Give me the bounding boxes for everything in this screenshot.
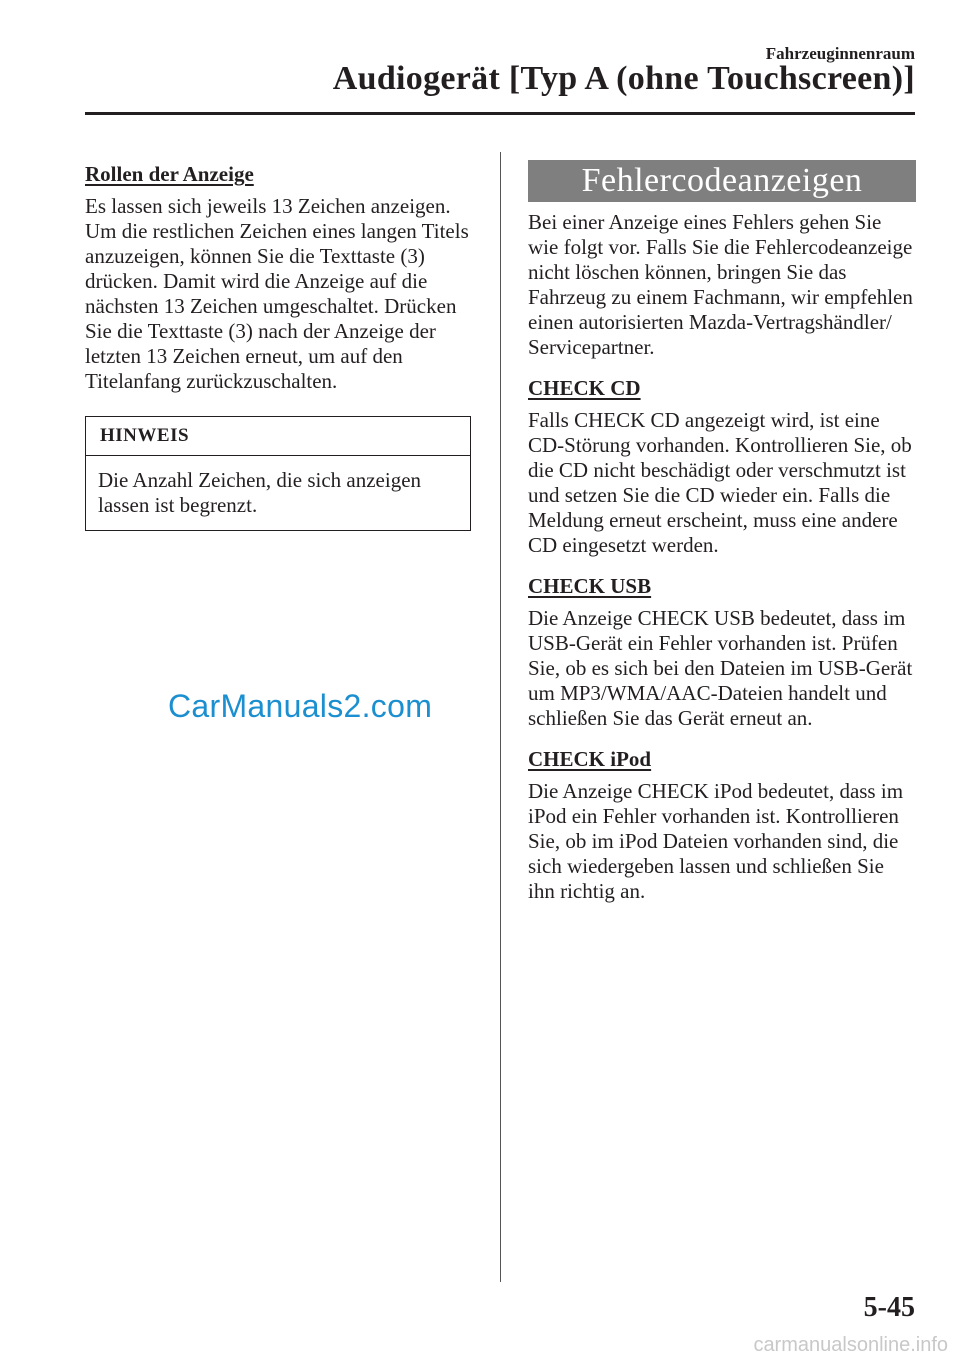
header-rule bbox=[85, 112, 915, 115]
watermark-bottom[interactable]: carmanualsonline.info bbox=[753, 1334, 948, 1356]
note-title: HINWEIS bbox=[86, 417, 470, 456]
note-text: Die Anzahl Zeichen, die sich anzeigen lassen ist begrenzt. bbox=[98, 468, 422, 517]
error-item-check-cd bbox=[528, 374, 916, 558]
left-paragraph: Es lassen sich jeweils 13 Zeichen anzeigen. Um die restlichen Zeichen eines langen Titels anzuzeigen, können Sie die Texttaste (3) drücken. Damit wird die Anzeige auf die nächsten 13 Zeichen umgeschaltet. Drücken Sie die Texttaste (3) nach der Anzeige der letzten 13 Zeichen erneut, um auf den Titelanfang zurückzuschalten. bbox=[85, 194, 469, 393]
column-divider bbox=[500, 152, 501, 1282]
watermark-center[interactable]: CarManuals2.com bbox=[168, 688, 433, 724]
error-heading: CHECK iPod bbox=[528, 747, 652, 771]
section-banner: Fehlercodeanzeigen bbox=[528, 160, 916, 202]
error-heading: CHECK USB bbox=[528, 574, 652, 598]
error-heading: CHECK CD bbox=[528, 376, 641, 400]
error-text: Die Anzeige CHECK iPod bedeutet, dass im iPod ein Fehler vorhanden ist. Kontrollieren Sie, ob im iPod Dateien vorhanden sind, die sich wiedergeben lassen und schließen Sie ihn richtig an. bbox=[528, 779, 904, 903]
error-text: Falls CHECK CD angezeigt wird, ist eine CD-Störung vorhanden. Kontrollieren Sie, ob die CD nicht beschädigt oder verschmutzt ist und setzen Sie die CD wieder ein. Falls die Meldung erneut erscheint, muss eine andere CD eingesetzt werden. bbox=[528, 408, 912, 557]
error-item-check-usb bbox=[528, 572, 916, 731]
error-text: Die Anzeige CHECK USB bedeutet, dass im USB-Gerät ein Fehler vorhanden ist. Prüfen Sie, ob es sich bei den Dateien im USB-Gerät um MP3/WMA/AAC-Dateien handelt und schließen Sie das Gerät erneut an. bbox=[528, 606, 913, 730]
left-column bbox=[85, 160, 471, 531]
header-title: Audiogerät [Typ A (ohne Touchscreen)] bbox=[332, 60, 915, 97]
note-box bbox=[85, 416, 471, 531]
intro-paragraph: Bei einer Anzeige eines Fehlers gehen Sie wie folgt vor. Falls Sie die Fehlercodeanzeige nicht löschen können, bringen Sie das Fahrzeug zu einem Fachmann, wir empfehlen einen autorisierten Mazda-Vertragshändler/ Servicepartner. bbox=[528, 210, 913, 359]
error-item-check-ipod bbox=[528, 745, 916, 904]
header-section-label: Fahrzeuginnenraum bbox=[765, 44, 915, 63]
right-column bbox=[528, 160, 916, 918]
left-heading: Rollen der Anzeige bbox=[85, 162, 254, 186]
page-number: 5-45 bbox=[863, 1292, 915, 1323]
